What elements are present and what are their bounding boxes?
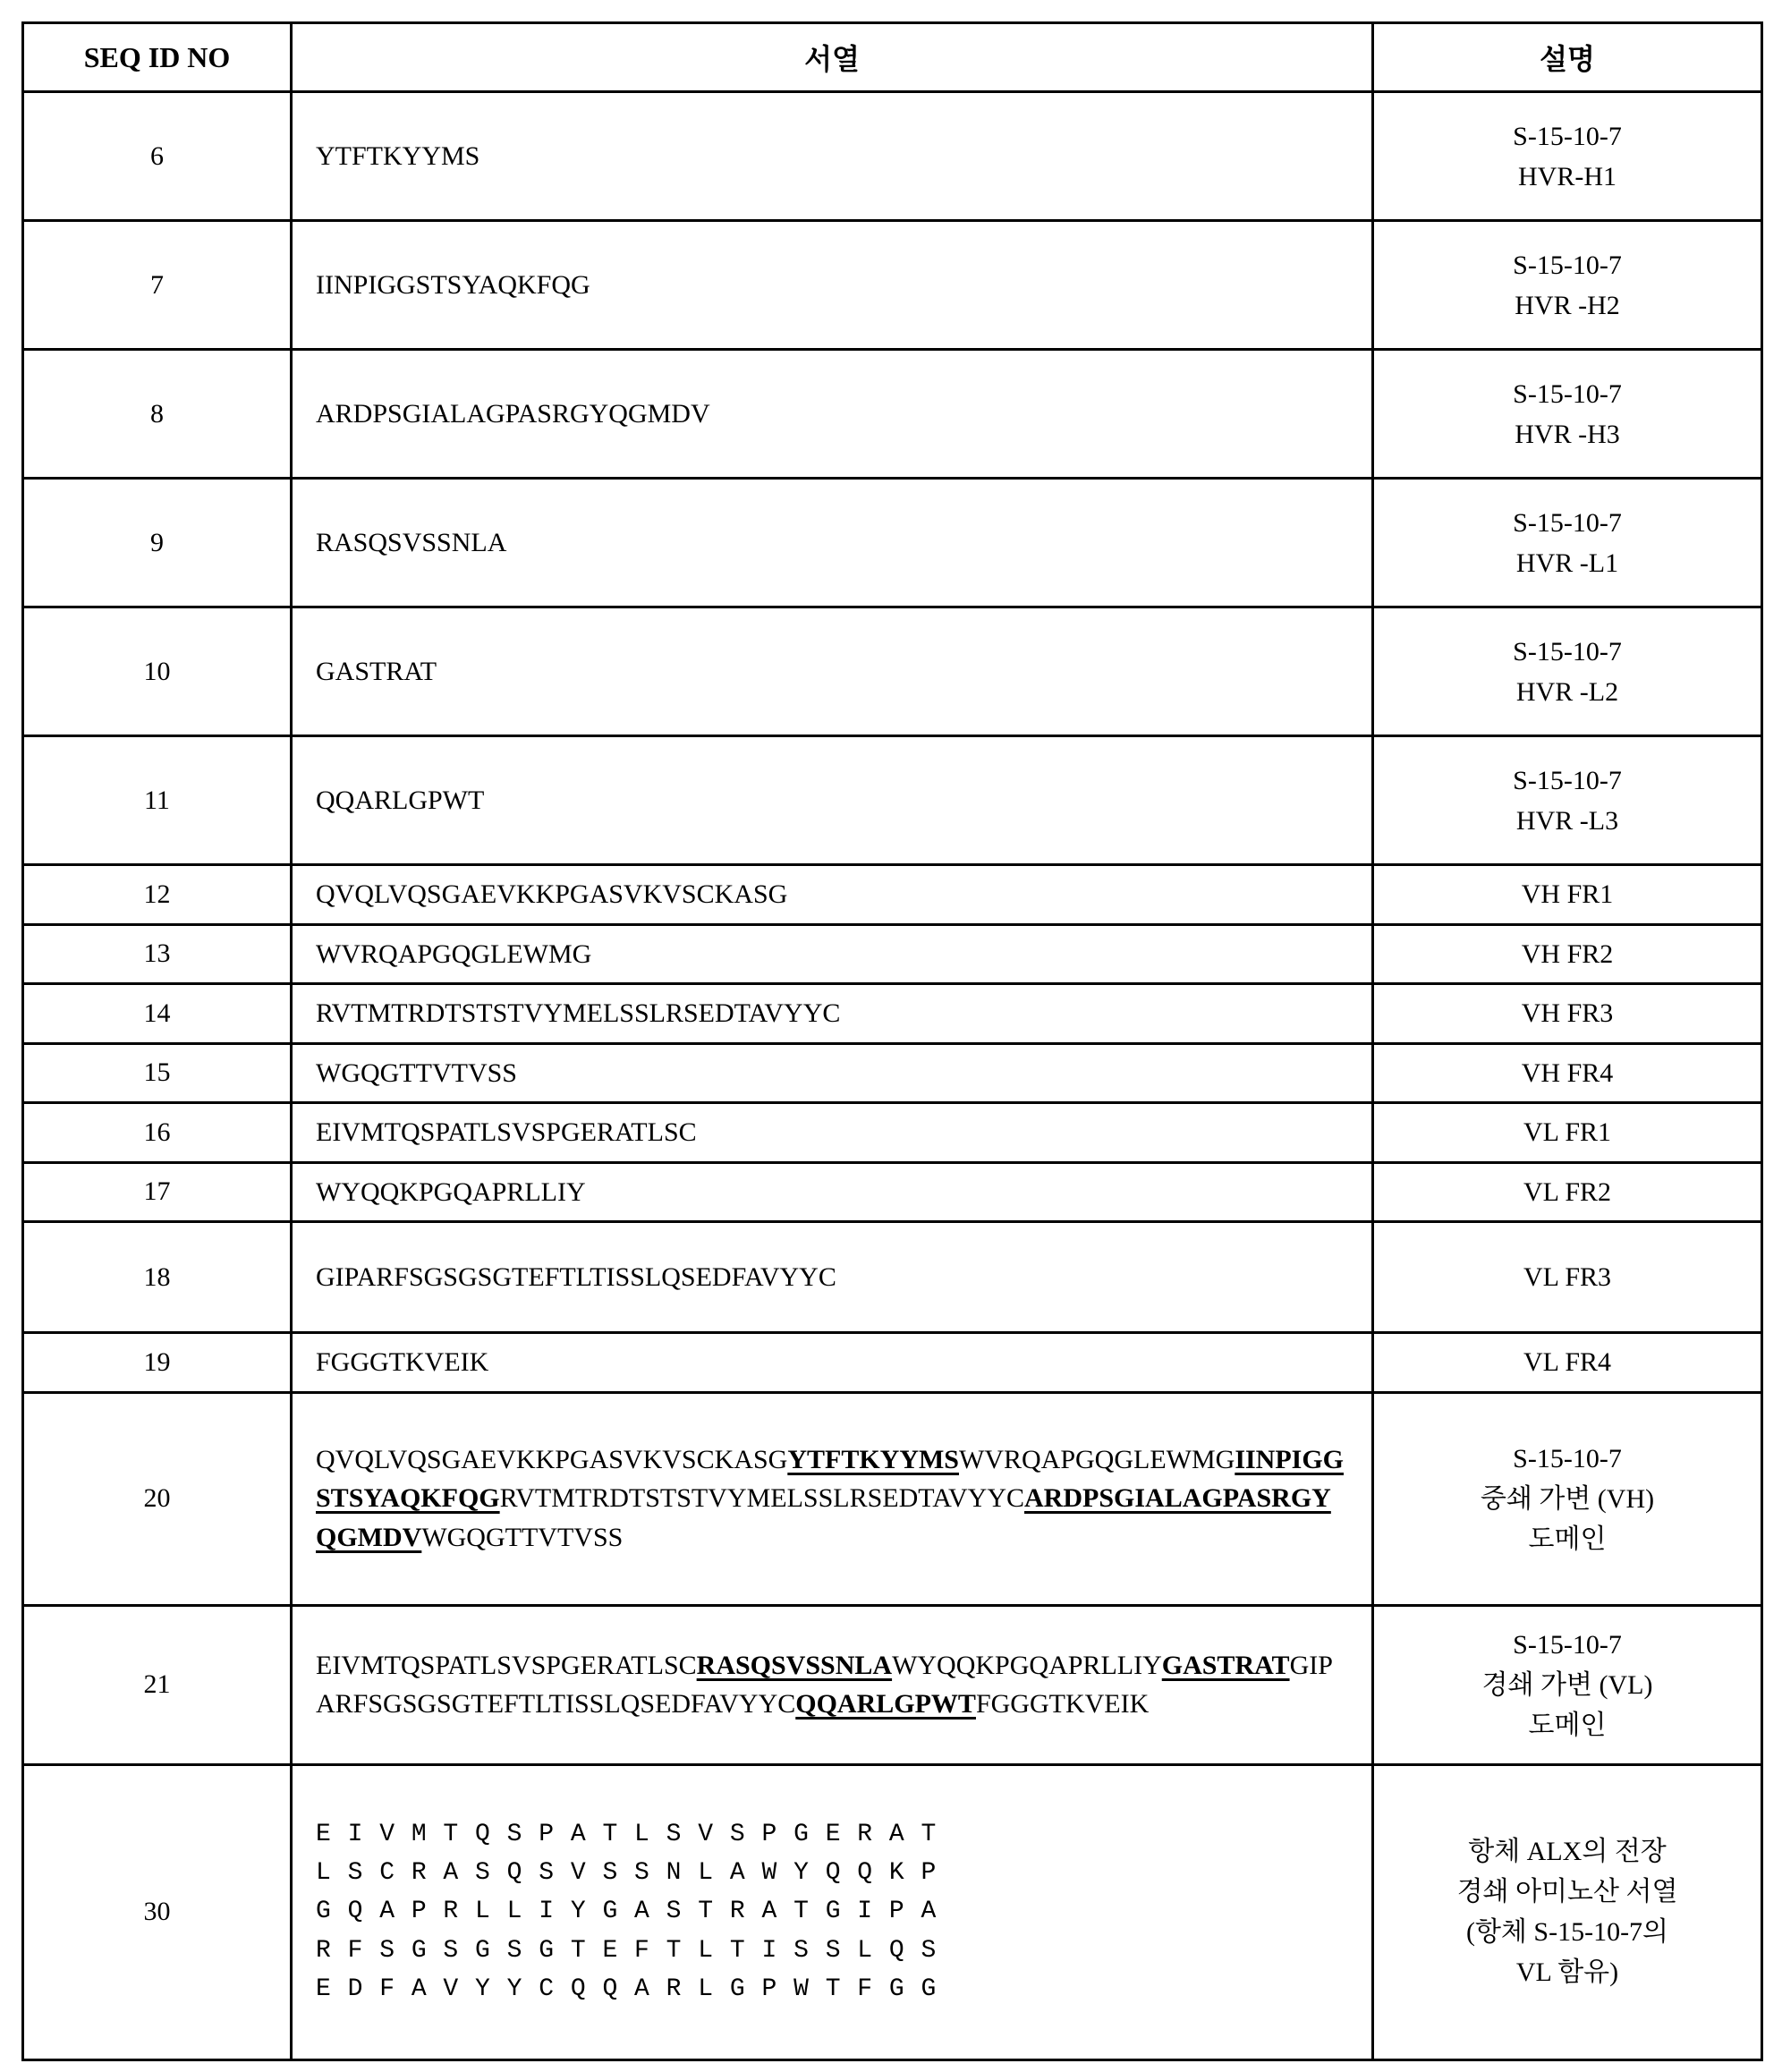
description-line: VL FR1 [1523,1117,1612,1148]
sequence-segment: GASTRAT [316,656,437,686]
sequence-segment: EIVMTQSPATLSVSPGERATLSC [316,1650,697,1680]
description-line: S-15-10-7 [1513,765,1622,795]
table-row [23,1162,1762,1222]
sequence-segment: IINPIGGSTSYAQKFQG [316,269,590,300]
sequence-line: G Q A P R L L I Y G A S T R A T G I P A [316,1898,938,1926]
seq-id-cell: 11 [23,736,292,865]
header-row [23,23,1762,92]
table-header [23,23,1762,92]
seq-id-cell: 10 [23,607,292,736]
sequence-segment-highlighted: GASTRAT [1161,1650,1290,1680]
description-line: S-15-10-7 [1513,250,1622,280]
seq-id-cell: 19 [23,1333,292,1393]
description-cell [1373,1605,1762,1764]
sequence-segment: RASQSVSSNLA [316,527,507,557]
seq-id-cell: 12 [23,865,292,925]
sequence-segment-highlighted: IINPIGGSTSYAQKFQG [316,1444,1344,1514]
description-cell [1373,350,1762,479]
sequence-cell [292,607,1373,736]
seq-id-cell: 30 [23,1764,292,2059]
table-row [23,1605,1762,1764]
description-cell [1373,1392,1762,1605]
table-row [23,924,1762,984]
description-cell [1373,607,1762,736]
sequence-table [21,21,1763,2061]
sequence-segment: FGGGTKVEIK [316,1347,489,1377]
description-line: VH FR3 [1521,998,1614,1029]
seq-id-cell: 7 [23,221,292,350]
description-line: HVR -L1 [1515,548,1619,578]
sequence-segment: ARDPSGIALAGPASRGYQGMDV [316,398,710,429]
sequence-segment: YTFTKYYMS [316,140,480,171]
sequence-cell [292,924,1373,984]
description-line: (항체 S-15-10-7의 [1465,1917,1669,1947]
sequence-segment: QVQLVQSGAEVKKPGASVKVSCKASG [316,879,788,909]
sequence-segment: QVQLVQSGAEVKKPGASVKVSCKASG [316,1444,788,1474]
seq-id-cell: 14 [23,984,292,1044]
table-row [23,1043,1762,1103]
sequence-cell [292,1764,1373,2059]
sequence-cell [292,1222,1373,1333]
description-cell [1373,1333,1762,1393]
table-row [23,1392,1762,1605]
description-cell [1373,984,1762,1044]
description-line: VH FR1 [1521,879,1614,910]
seq-id-cell: 21 [23,1605,292,1764]
seq-id-cell: 17 [23,1162,292,1222]
description-line: S-15-10-7 [1513,121,1622,151]
table-row [23,1333,1762,1393]
description-line: 항체 ALX의 전장 [1468,1837,1667,1866]
sequence-segment: WVRQAPGQGLEWMG [959,1444,1235,1474]
header-sequence: 서열 [292,23,1373,92]
seq-id-cell: 18 [23,1222,292,1333]
sequence-cell [292,1103,1373,1163]
sequence-cell [292,479,1373,607]
sequence-cell [292,221,1373,350]
sequence-segment: FAVYYC [691,1689,796,1719]
seq-id-cell: 13 [23,924,292,984]
sequence-cell [292,1333,1373,1393]
sequence-cell [292,1043,1373,1103]
description-line: HVR -L3 [1515,805,1619,836]
description-line: 경쇄 아미노산 서열 [1456,1877,1678,1906]
sequence-cell [292,984,1373,1044]
table-body [23,92,1762,2060]
description-line: VL 함유) [1515,1957,1619,1987]
description-cell [1373,479,1762,607]
sequence-segment: WYQQKP [892,1650,1010,1680]
seq-id-cell: 15 [23,1043,292,1103]
table-row [23,736,1762,865]
sequence-segment: RVTMTRDTSTSTVYMELSSLRSEDTAVYYC [499,1483,1025,1514]
sequence-line: E I V M T Q S P A T L S V S P G E R A T [316,1820,938,1848]
table-row [23,865,1762,925]
description-line: 도메인 [1528,1524,1607,1554]
description-cell [1373,1103,1762,1163]
description-line: HVR-H1 [1518,161,1617,191]
sequence-segment: WYQQKPGQAPRLLIY [316,1176,586,1207]
description-line: 도메인 [1528,1710,1607,1740]
sequence-cell [292,865,1373,925]
sequence-cell [292,1162,1373,1222]
description-line: VL FR4 [1523,1347,1612,1378]
table-row [23,984,1762,1044]
description-line: VL FR3 [1523,1262,1612,1292]
description-line: S-15-10-7 [1513,636,1622,667]
sequence-segment: GQAPRLLIY [1009,1650,1162,1680]
sequence-segment: GIPARFSGSGSGTEFTLTISSLQSED [316,1650,1333,1719]
description-line: S-15-10-7 [1513,378,1622,409]
description-cell [1373,924,1762,984]
sequence-segment: FGGGTKVEIK [975,1689,1150,1719]
description-line: 중쇄 가변 (VH) [1480,1483,1655,1514]
description-line: S-15-10-7 [1513,1443,1622,1473]
table-row [23,92,1762,221]
description-cell [1373,865,1762,925]
description-line: VH FR2 [1521,938,1614,969]
description-line: VH FR4 [1521,1057,1614,1088]
table-row [23,1764,1762,2059]
sequence-cell [292,1605,1373,1764]
sequence-segment: RVTMTRDTSTSTVYMELSSLRSEDTAVYYC [316,998,841,1028]
table-row [23,350,1762,479]
description-line: S-15-10-7 [1513,1629,1622,1660]
description-line: 경쇄 가변 (VL) [1481,1669,1653,1700]
description-cell [1373,1222,1762,1333]
table-row [23,607,1762,736]
sequence-cell [292,736,1373,865]
seq-id-cell: 9 [23,479,292,607]
description-cell [1373,1043,1762,1103]
sequence-line: E D F A V Y Y C Q Q A R L G P W T F G G [316,1975,938,2004]
description-line: HVR -H3 [1515,419,1620,449]
sequence-segment: WVRQAPGQGLEWMG [316,938,592,969]
table-row [23,479,1762,607]
sequence-segment: QQARLGPWT [316,785,485,815]
description-cell [1373,1764,1762,2059]
sequence-segment-highlighted: QQARLGPWT [795,1689,976,1719]
table-row [23,1222,1762,1333]
sequence-cell [292,92,1373,221]
description-line: S-15-10-7 [1513,507,1622,538]
description-cell [1373,221,1762,350]
sequence-cell [292,1392,1373,1605]
header-seq-id-no: SEQ ID NO [23,23,292,92]
sequence-segment-highlighted: ARDPSGIALAGPASRGYQGMDV [316,1483,1331,1552]
sequence-segment: GIPARFSGSGSGTEFTLTISSLQSEDFAVYYC [316,1261,836,1292]
description-cell [1373,92,1762,221]
sequence-segment: WGQGTTVTVSS [316,1057,517,1088]
description-cell [1373,1162,1762,1222]
description-line: VL FR2 [1523,1176,1612,1207]
sequence-line: L S C R A S Q S V S S N L A W Y Q Q K P [316,1858,938,1887]
description-cell [1373,736,1762,865]
sequence-segment-highlighted: YTFTKYYMS [787,1444,959,1474]
sequence-line: R F S G S G S G T E F T L T I S S L Q S [316,1936,938,1965]
sequence-cell [292,350,1373,479]
sequence-segment-highlighted: RASQSVSSNLA [696,1650,893,1680]
sequence-segment: EIVMTQSPATLSVSPGERATLSC [316,1117,697,1147]
seq-id-cell: 6 [23,92,292,221]
header-description: 설명 [1373,23,1762,92]
sequence-segment: WGQGTTVTVSS [421,1522,624,1552]
table-row [23,1103,1762,1163]
seq-id-cell: 16 [23,1103,292,1163]
table-row [23,221,1762,350]
seq-id-cell: 20 [23,1392,292,1605]
description-line: HVR -H2 [1515,290,1620,320]
seq-id-cell: 8 [23,350,292,479]
description-line: HVR -L2 [1515,676,1619,707]
